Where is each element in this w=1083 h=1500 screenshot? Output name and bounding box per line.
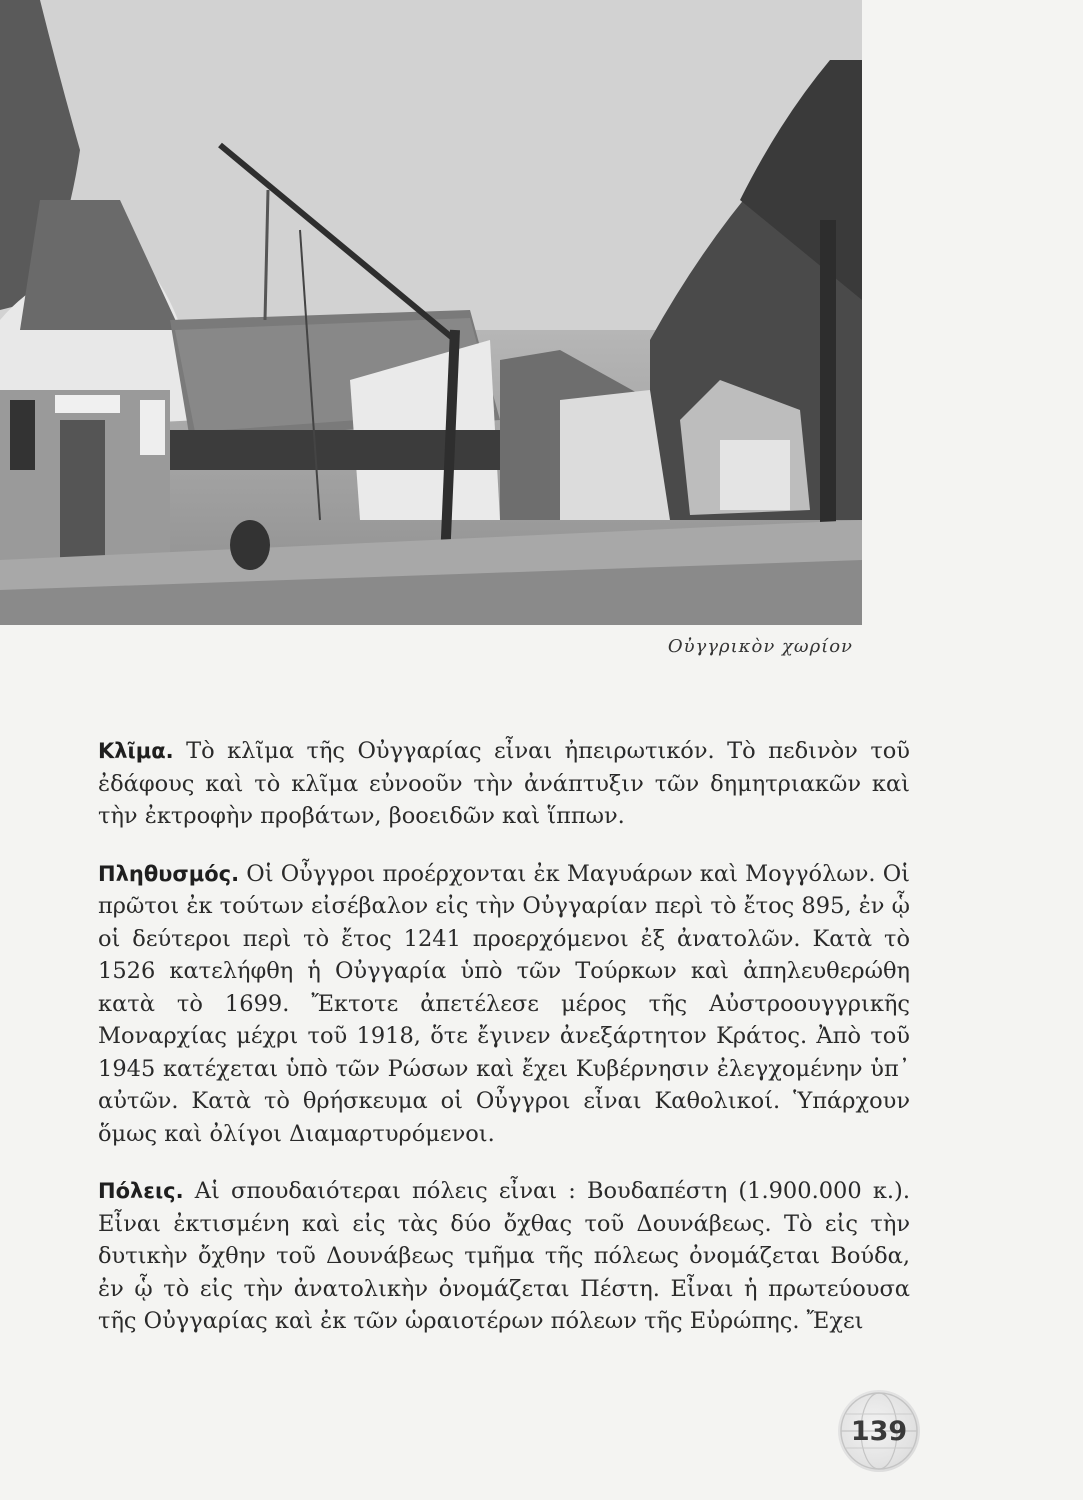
paragraph-body: Αἱ σπουδαιότεραι πόλεις εἶναι : Βουδαπέστη (1.900.000 κ.). Εἶναι ἐκτισμένη καὶ εἰς τὰς δύο ὄχθας τοῦ Δουνάβεως. Τὸ εἰς τὴν δυτικὴν ὄχθην τοῦ Δουνάβεως τμῆμα τῆς πόλεως ὀνομάζεται Βούδα, ἐν ᾧ τὸ εἰς τὴν ἀνατολικὴν ὀνομάζεται Πέστη. Εἶναι ἡ πρωτεύουσα τῆς Οὐγγαρίας καὶ ἐκ τῶν ὡραιοτέρων πόλεων τῆς Εὐρώπης. Ἔχει bbox=[98, 1178, 910, 1334]
page-number-badge bbox=[838, 1390, 920, 1472]
paragraph-heading: Πόλεις. bbox=[98, 1179, 184, 1203]
paragraph-body: Οἱ Οὖγγροι προέρχονται ἐκ Μαγυάρων καὶ Μογγόλων. Οἱ πρῶτοι ἐκ τούτων εἰσέβαλον εἰς τὴν Οὐγγαρίαν περὶ τὸ ἔτος 895, ἐν ᾧ οἱ δεύτεροι περὶ τὸ ἔτος 1241 προερχόμενοι ἐξ ἀνατολῶν. Κατὰ τὸ 1526 κατελήφθη ἡ Οὐγγαρία ὑπὸ τῶν Τούρκων καὶ ἀπηλευθερώθη κατὰ τὸ 1699. Ἔκτοτε ἀπετέλεσε μέρος τῆς Αὐστροουγγρικῆς Μοναρχίας μέχρι τοῦ 1918, ὅτε ἔγινεν ἀνεξάρτητον Κράτος. Ἀπὸ τοῦ 1945 κατέχεται ὑπὸ τῶν Ρώσων καὶ ἔχει Κυβέρνησιν ἐλεγχομένην ὑπ᾽ αὐτῶν. Κατὰ τὸ θρήσκευμα οἱ Οὖγγροι εἶναι Καθολικοί. Ὑπάρχουν ὅμως καὶ ὀλίγοι Διαμαρτυρόμενοι. bbox=[98, 860, 910, 1147]
body-text bbox=[98, 735, 910, 1363]
village-photo bbox=[0, 0, 862, 625]
paragraph-cities bbox=[98, 1175, 910, 1338]
paragraph-heading: Πληθυσμός. bbox=[98, 861, 240, 886]
paragraph-population bbox=[98, 858, 910, 1151]
paragraph-body: Τὸ κλῖμα τῆς Οὐγγαρίας εἶναι ἠπειρωτικόν. Τὸ πεδινὸν τοῦ ἐδάφους καὶ τὸ κλῖμα εὐνοοῦν τὴν ἀνάπτυξιν τῶν δημητριακῶν καὶ τὴν ἐκτροφὴν προβάτων, βοοειδῶν καὶ ἵππων. bbox=[98, 738, 910, 829]
page-number: 139 bbox=[850, 1415, 908, 1447]
paragraph-heading: Κλῖμα. bbox=[98, 739, 174, 763]
photo-caption: Οὐγγρικὸν χωρίον bbox=[667, 636, 853, 657]
paragraph-climate bbox=[98, 735, 910, 833]
